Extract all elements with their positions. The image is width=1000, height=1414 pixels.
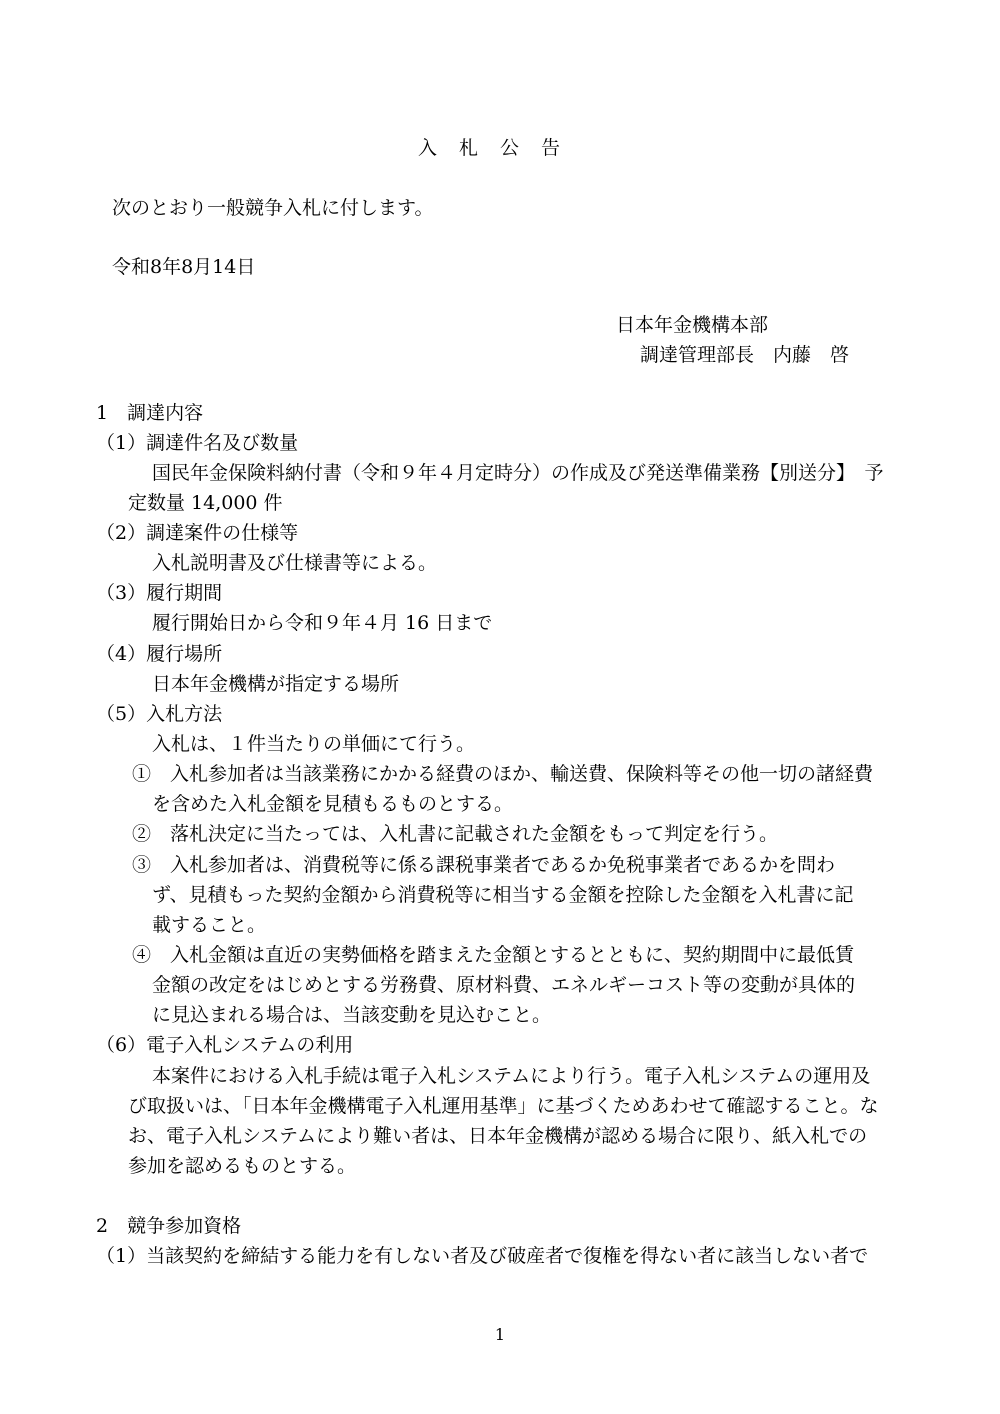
intro-text: 次のとおり一般競争入札に付します。 xyxy=(112,197,434,219)
item-1-6-text-line4: 参加を認めるものとする。 xyxy=(128,1155,357,1177)
bid-rule-3-line1: ③ 入札参加者は、消費税等に係る課税事業者であるか免税事業者であるかを問わ xyxy=(132,854,836,876)
item-1-3-label: （3）履行期間 xyxy=(96,582,223,604)
section-2-heading: 2 競争参加資格 xyxy=(96,1215,242,1237)
item-1-1-text-line2: 定数量 14,000 件 xyxy=(128,492,283,514)
item-1-1-text-line1: 国民年金保険料納付書（令和９年４月定時分）の作成及び発送準備業務【別送分】 予 xyxy=(152,462,884,484)
item-1-5-label: （5）入札方法 xyxy=(96,703,223,725)
page-title: 入札公告 xyxy=(417,137,582,159)
bid-rule-3-line3: 載すること。 xyxy=(152,914,267,936)
item-1-4-text: 日本年金機構が指定する場所 xyxy=(152,673,400,695)
page-number: 1 xyxy=(494,1325,506,1344)
item-1-6-text-line2: び取扱いは、「日本年金機構電子入札運用基準」に基づくためあわせて確認すること。な xyxy=(128,1095,879,1117)
bid-rule-4-line1: ④ 入札金額は直近の実勢価格を踏まえた金額とするとともに、契約期間中に最低賃 xyxy=(132,944,855,966)
issuer-organization: 日本年金機構本部 xyxy=(616,314,769,336)
item-1-2-text: 入札説明書及び仕様書等による。 xyxy=(152,552,438,574)
section-1-heading: 1 調達内容 xyxy=(96,402,204,424)
item-1-6-label: （6）電子入札システムの利用 xyxy=(96,1034,354,1056)
item-1-6-text-line3: お、電子入札システムにより難い者は、日本年金機構が認める場合に限り、紙入札での xyxy=(128,1125,868,1147)
bid-rule-2: ② 落札決定に当たっては、入札書に記載された金額をもって判定を行う。 xyxy=(132,823,779,845)
bid-rule-4-line2: 金額の改定をはじめとする労務費、原材料費、エネルギーコスト等の変動が具体的 xyxy=(152,974,856,996)
bid-rule-4-line3: に見込まれる場合は、当該変動を見込むこと。 xyxy=(152,1004,552,1026)
item-2-1-text: （1）当該契約を締結する能力を有しない者及び破産者で復権を得ない者に該当しない者で xyxy=(96,1245,869,1267)
notice-date: 令和8年8月14日 xyxy=(112,256,256,278)
item-1-6-text-line1: 本案件における入札手続は電子入札システムにより行う。電子入札システムの運用及 xyxy=(152,1065,871,1087)
bid-rule-1-line2: を含めた入札金額を見積もるものとする。 xyxy=(152,793,514,815)
item-1-1-label: （1）調達件名及び数量 xyxy=(96,432,299,454)
item-1-3-text: 履行開始日から令和９年４月 16 日まで xyxy=(152,612,493,634)
bid-rule-1-line1: ① 入札参加者は当該業務にかかる経費のほか、輸送費、保険料等その他一切の諸経費 xyxy=(132,763,874,785)
item-1-4-label: （4）履行場所 xyxy=(96,643,223,665)
item-1-5-text: 入札は、１件当たりの単価にて行う。 xyxy=(152,733,476,755)
issuer-person: 調達管理部長 内藤 啓 xyxy=(640,344,850,366)
bid-rule-3-line2: ず、見積もった契約金額から消費税等に相当する金額を控除した金額を入札書に記 xyxy=(152,884,854,906)
item-1-2-label: （2）調達案件の仕様等 xyxy=(96,522,299,544)
